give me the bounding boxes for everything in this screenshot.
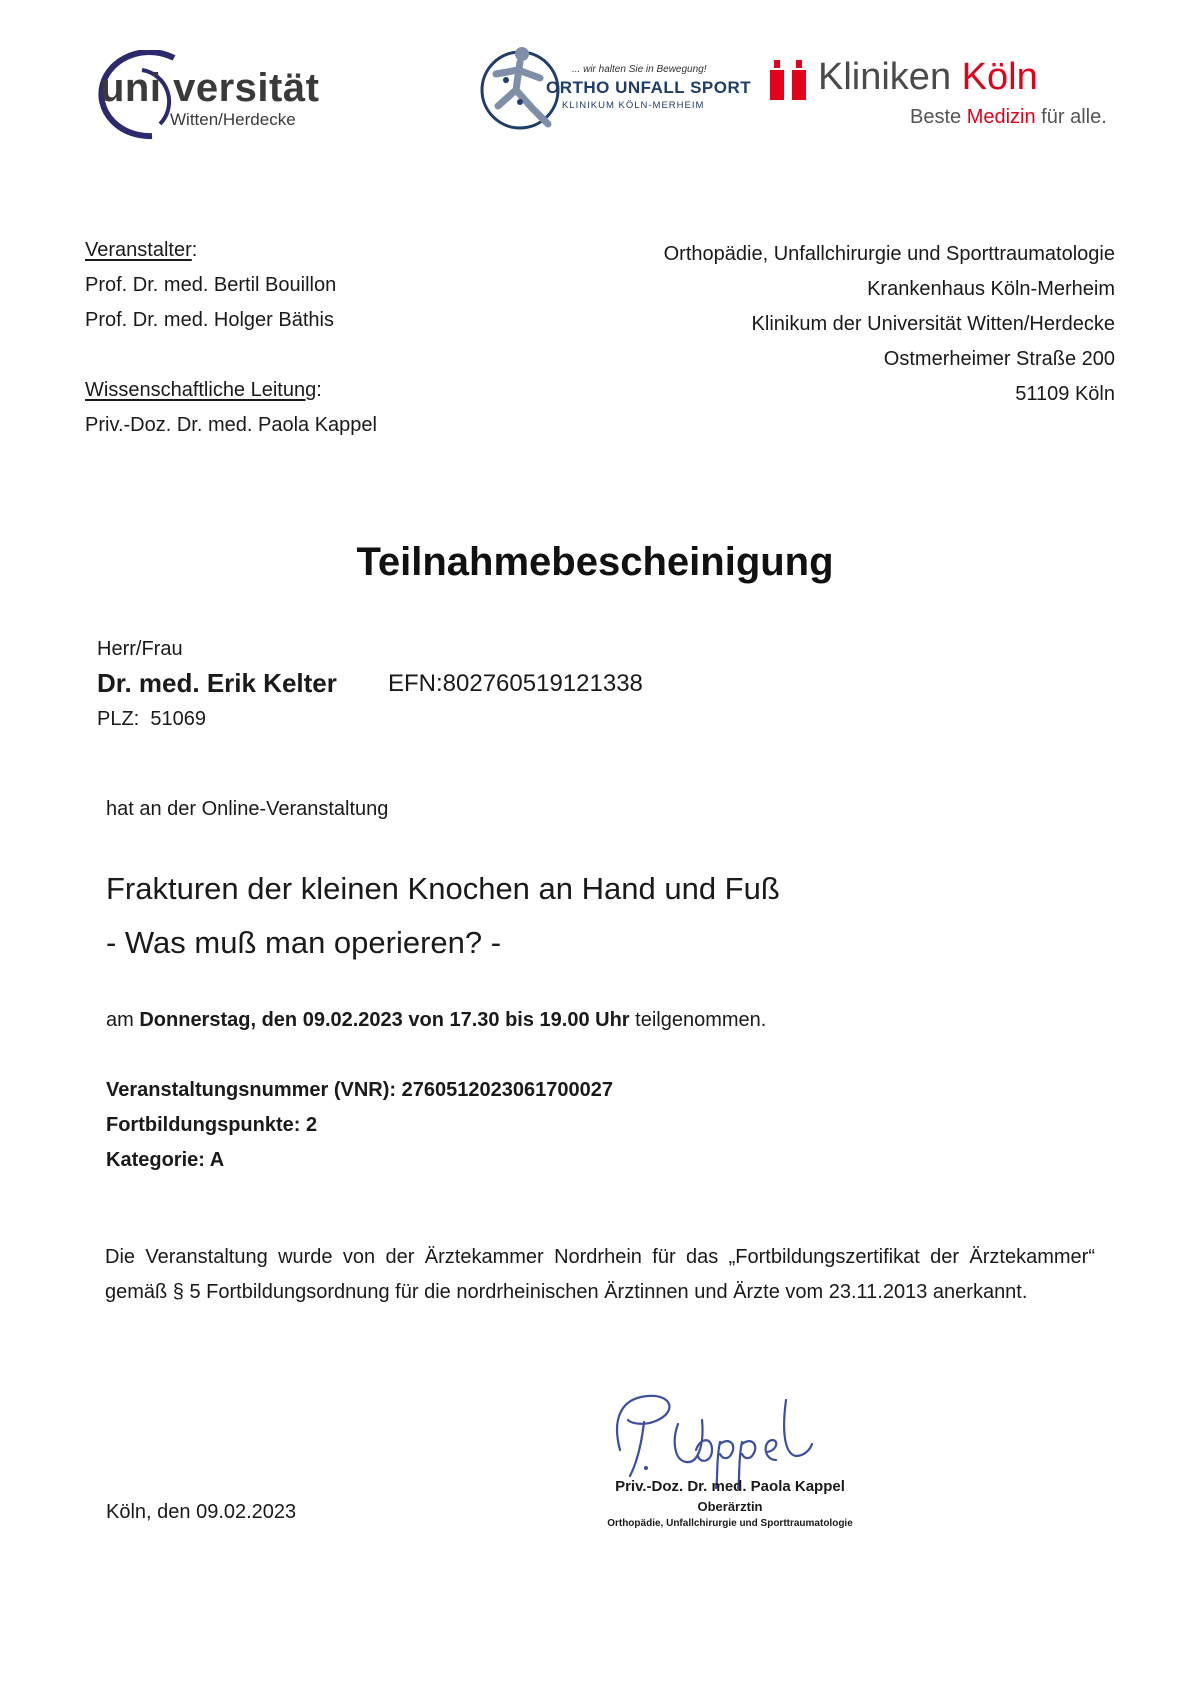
date-line-post: teilgenommen. (629, 1009, 767, 1031)
ortho-subtitle: KLINIKUM KÖLN-MERHEIM (562, 100, 705, 111)
intro-text: hat an der Online-Veranstaltung (106, 798, 389, 820)
kliniken-koeln-name (818, 56, 1038, 99)
kliniken-word: Kliniken (818, 56, 962, 98)
vnr-line: Veranstaltungsnummer (VNR): 2760512023061700027 (106, 1079, 613, 1101)
ortho-name: ORTHO UNFALL SPORT (546, 78, 752, 97)
participant-plz: PLZ: 51069 (97, 708, 206, 730)
address-line: Ostmerheimer Straße 200 (883, 348, 1115, 370)
science-name: Priv.-Doz. Dr. med. Paola Kappel (85, 414, 377, 436)
cathedral-icon (770, 60, 820, 108)
address-block (664, 237, 1115, 412)
organizer-name-2: Prof. Dr. med. Holger Bäthis (85, 309, 334, 331)
university-wordmark: uni versität (100, 66, 320, 110)
event-title-line-1: Frakturen der kleinen Knochen an Hand und Fuß (106, 871, 780, 906)
kliniken-koeln-logo (770, 56, 1120, 141)
date-line-pre: am (106, 1009, 140, 1031)
event-title-line-2: - Was muß man operieren? - (106, 925, 502, 960)
participant-efn: EFN:802760519121338 (388, 670, 643, 697)
kliniken-slogan (910, 106, 1107, 129)
signature-block (580, 1478, 880, 1529)
address-line: Klinikum der Universität Witten/Herdecke (751, 313, 1115, 335)
organizer-block (85, 233, 377, 443)
event-title (106, 862, 780, 970)
accreditation-notice: Die Veranstaltung wurde von der Ärztekammer Nordrhein für das „Fortbildungszertifikat der Ärztekammer“ gemäß § 5 Fortbildungsordnung für die nordrheinischen Ärztinnen und Ärzte vom 23.11.2013 anerkannt. (105, 1246, 1095, 1303)
date-line (106, 1003, 766, 1038)
address-line: Krankenhaus Köln-Merheim (867, 278, 1115, 300)
signature-role: Oberärztin (697, 1499, 763, 1514)
slogan-part-3: für alle. (1035, 106, 1107, 128)
date-line-date: Donnerstag, den 09.02.2023 von 17.30 bis 19.00 Uhr (139, 1009, 630, 1031)
participant-name: Dr. med. Erik Kelter (97, 668, 337, 698)
place-date: Köln, den 09.02.2023 (106, 1501, 297, 1523)
participant-salutation: Herr/Frau (97, 638, 183, 660)
ortho-tagline: ... wir halten Sie in Bewegung! (572, 64, 707, 75)
university-logo (82, 50, 322, 140)
category-line: Kategorie: A (106, 1149, 225, 1171)
university-subtitle: Witten/Herdecke (170, 110, 296, 129)
koeln-word: Köln (961, 56, 1038, 98)
organizer-label: Veranstalter: (85, 239, 198, 261)
slogan-part-1: Beste (910, 106, 967, 128)
address-line: Orthopädie, Unfallchirurgie und Sporttraumatologie (663, 243, 1115, 265)
points-line: Fortbildungspunkte: 2 (106, 1114, 318, 1136)
address-line: 51109 Köln (1015, 383, 1115, 405)
signature-name: Priv.-Doz. Dr. med. Paola Kappel (615, 1478, 845, 1495)
science-label: Wissenschaftliche Leitung: (85, 379, 322, 401)
organizer-name-1: Prof. Dr. med. Bertil Bouillon (85, 274, 337, 296)
slogan-part-2: Medizin (966, 106, 1036, 128)
ortho-unfall-sport-logo (476, 44, 752, 136)
signature-department: Orthopädie, Unfallchirurgie und Sporttraumatologie (607, 1518, 853, 1529)
event-details (106, 1073, 613, 1178)
document-title: Teilnahmebescheinigung (356, 540, 834, 584)
handwritten-signature (600, 1380, 840, 1490)
